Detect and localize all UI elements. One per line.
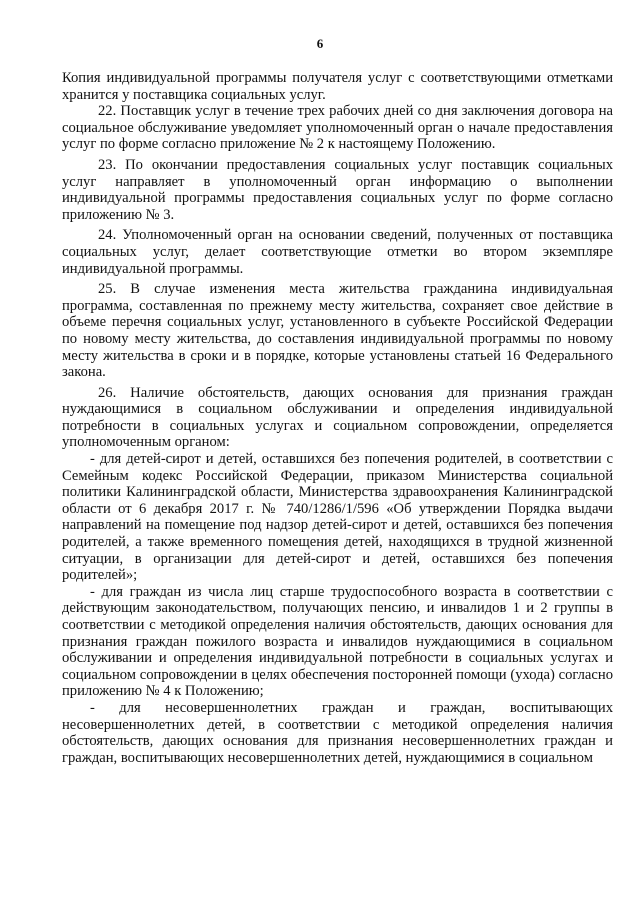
- list-item-elderly-disabled: - для граждан из числа лиц старше трудоспособного возраста в соответствии с действующим законодательством, получающих пенсию, и инвалидов 1 и 2 группы в соответствии с методикой определения наличия обстоятельств, дающих основания для признания граждан пожилого возраста и инвалидов нуждающимися в социальном обслуживании и определения индивидуальной потребности в социальных услугах и социальном сопровождении в целях обеспечения посторонней помощи (ухода) согласно приложению № 4 к Положению;: [62, 583, 613, 700]
- list-item-minors: - для несовершеннолетних граждан и граждан, воспитывающих несовершеннолетних детей, в соответствии с методикой определения наличия обстоятельств, дающих основания для признания несовершеннолетних граждан и граждан, воспитывающих несовершеннолетних детей, нуждающимися в социальном: [62, 699, 613, 766]
- paragraph-23: 23. По окончании предоставления социальных услуг поставщик социальных услуг направляет в уполномоченный орган информацию о выполнении индивидуальной программы предоставления социальных услуг по форме согласно приложению № 3.: [62, 156, 613, 223]
- paragraph-26: 26. Наличие обстоятельств, дающих основания для признания граждан нуждающимися в социальном обслуживании и определения индивидуальной потребности в социальных услугах и социальном сопровождении, определяется уполномоченным органом:: [62, 384, 613, 451]
- list-item-orphans: - для детей-сирот и детей, оставшихся без попечения родителей, в соответствии с Семейным кодекс Российской Федерации, приказом Министерства социальной политики Калининградской области, Министерства здравоохранения Калининградской области от 6 декабря 2017 г. № 740/1286/1/596 «Об утверждении Порядка выдачи направлений на помещение под надзор детей-сирот и детей, оставшихся без попечения родителей, а также временного помещения детей, находящихся в трудной жизненной ситуации, в организации для детей-сирот и детей, оставшихся без попечения родителей»;: [62, 451, 613, 584]
- paragraph-24: 24. Уполномоченный орган на основании сведений, полученных от поставщика социальных услуг, делает соответствующие отметки во втором экземпляре индивидуальной программы.: [62, 227, 613, 277]
- paragraph-25: 25. В случае изменения места жительства гражданина индивидуальная программа, составленная по прежнему месту жительства, сохраняет свое действие в объеме перечня социальных услуг, установленного в субъекте Российской Федерации по новому месту жительства, до составления индивидуальной программы по новому месту жительства в сроки и в порядке, которые установлены статьей 16 Федерального закона.: [62, 281, 613, 381]
- page-number: 6: [316, 36, 324, 51]
- paragraph-copy-storage: Копия индивидуальной программы получателя услуг с соответствующими отметками хранится у поставщика социальных услуг.: [62, 70, 613, 103]
- paragraph-22: 22. Поставщик услуг в течение трех рабочих дней со дня заключения договора на социальное обслуживание уведомляет уполномоченный орган о начале предоставления услуг по форме согласно приложение № 2 к настоящему Положению.: [62, 103, 613, 153]
- document-body: [62, 70, 613, 766]
